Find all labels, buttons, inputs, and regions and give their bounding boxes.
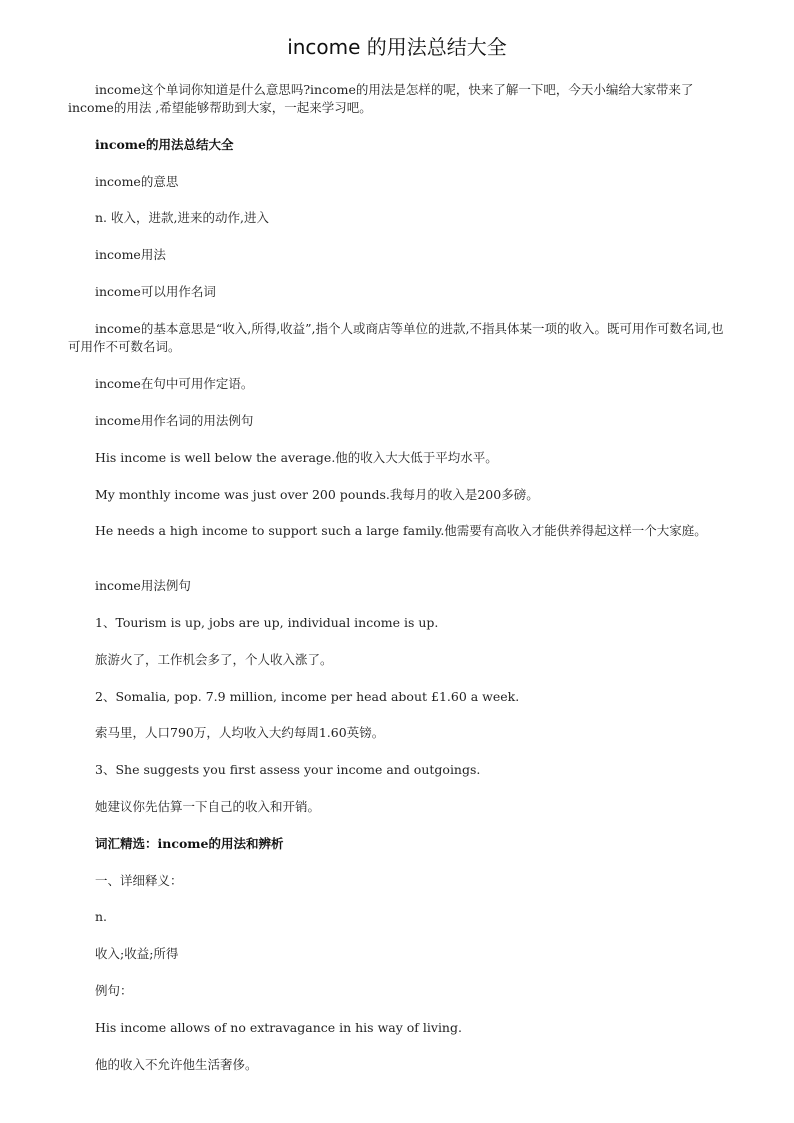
subheading-noun-examples: income用作名词的用法例句	[95, 413, 254, 428]
subheading-meaning: income的意思	[95, 174, 179, 189]
example-sentence-en: 1、Tourism is up, jobs are up, individual income is up.	[95, 615, 439, 630]
section-heading: income的用法总结大全	[95, 137, 234, 152]
detail-heading: 一、详细释义：	[95, 873, 183, 888]
example-sentence: His income is well below the average.他的收入大大低于平均水平。	[95, 450, 498, 465]
subheading-usage: income用法	[95, 247, 166, 262]
page-title: income 的用法总结大全	[287, 35, 507, 59]
definition-line: 收入;收益;所得	[95, 946, 179, 961]
example-label: 例句：	[95, 983, 133, 998]
example-sentence-zh: 旅游火了，工作机会多了，个人收入涨了。	[95, 652, 333, 667]
example-sentence: He needs a high income to support such a large family.他需要有高收入才能供养得起这样一个大家庭。	[95, 523, 707, 538]
example-sentence-en: His income allows of no extravagance in his way of living.	[95, 1020, 462, 1035]
intro-paragraph: income这个单词你知道是什么意思吗?income的用法是怎样的呢，快来了解一下吧，今天小编给大家带来了income的用法 ,希望能够帮助到大家，一起来学习吧。	[68, 82, 694, 115]
part-of-speech: n.	[95, 909, 108, 924]
usage-note: income在句中可用作定语。	[95, 376, 254, 391]
example-sentence-zh: 她建议你先估算一下自己的收入和开销。	[95, 799, 321, 814]
example-sentence-en: 2、Somalia, pop. 7.9 million, income per head about £1.60 a week.	[95, 689, 520, 704]
example-sentence-en: 3、She suggests you first assess your income and outgoings.	[95, 762, 481, 777]
definition-line: n. 收入，进款,进来的动作,进入	[95, 210, 269, 225]
example-sentence-zh: 索马里，人口790万，人均收入大约每周1.60英镑。	[95, 725, 385, 740]
usage-explanation: income的基本意思是“收入,所得,收益”,指个人或商店等单位的进款,不指具体某一项的收入。既可用作可数名词,也可用作不可数名词。	[68, 321, 724, 354]
section-heading: 词汇精选：income的用法和辨析	[95, 836, 284, 851]
example-sentence-zh: 他的收入不允许他生活奢侈。	[95, 1057, 258, 1072]
example-sentence: My monthly income was just over 200 pounds.我每月的收入是200多磅。	[95, 487, 539, 502]
usage-line: income可以用作名词	[95, 284, 216, 299]
subheading-examples: income用法例句	[95, 578, 191, 593]
